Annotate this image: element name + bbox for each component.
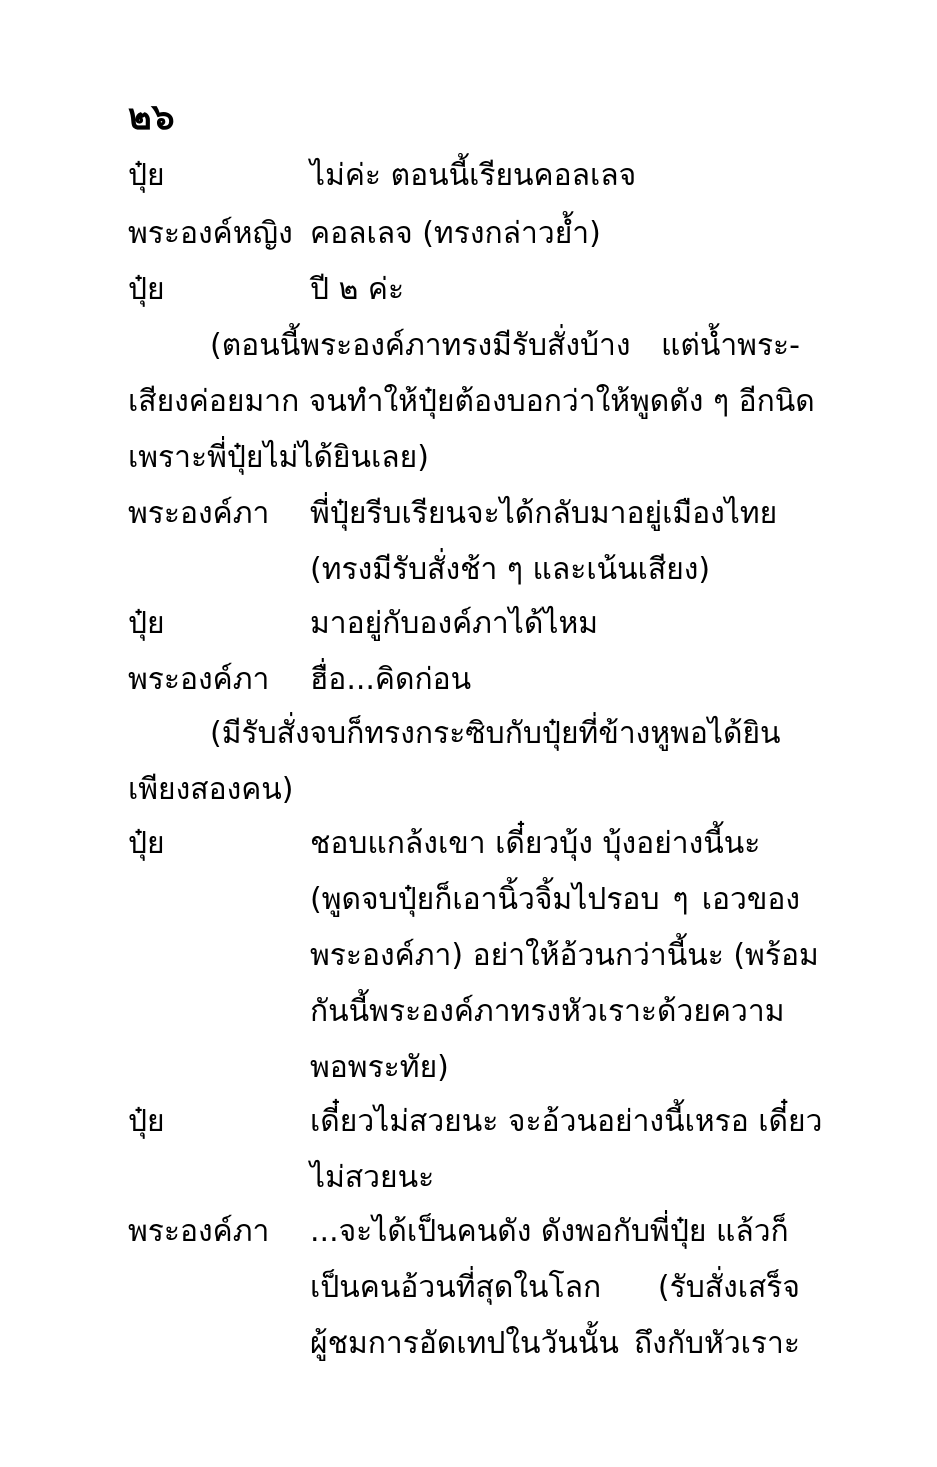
- speaker-name: พระองค์ภา: [128, 1214, 270, 1249]
- dialogue-line: [128, 148, 808, 204]
- speech-text: พี่ปุ๋ยรีบเรียนจะได้กลับมาอยู่เมืองไทย: [310, 496, 778, 531]
- dialogue-line: [128, 206, 808, 262]
- speaker-name: ปุ๋ย: [128, 1104, 165, 1139]
- speech-continuation: (พูดจบปุ๋ยก็เอานิ้วจิ้มไปรอบ ๆ เอวของ: [310, 882, 800, 917]
- stage-direction-line: (มีรับสั่งจบก็ทรงกระซิบกับปุ๋ยที่ข้างหูพอได้ยิน: [210, 716, 781, 751]
- speech-text: ปี ๒ ค่ะ: [310, 272, 405, 307]
- stage-direction-line: เพราะพี่ปุ๋ยไม่ได้ยินเลย): [128, 440, 429, 475]
- speech-text: เดี๋ยวไม่สวยนะ จะอ้วนอย่างนี้เหรอ เดี๋ยว: [310, 1104, 823, 1139]
- dialogue-line: [128, 652, 808, 708]
- speech-text: คอลเลจ (ทรงกล่าวย้ำ): [310, 216, 601, 251]
- speech-text: ...จะได้เป็นคนดัง ดังพอกับพี่ปุ๋ย แล้วก็: [310, 1214, 789, 1249]
- dialogue-line: [128, 596, 808, 652]
- speaker-name: ปุ๋ย: [128, 272, 165, 307]
- dialogue-line: [128, 486, 808, 542]
- dialogue-line: [128, 1204, 808, 1260]
- speaker-name: ปุ๋ย: [128, 606, 165, 641]
- speech-continuation: (ทรงมีรับสั่งช้า ๆ และเน้นเสียง): [310, 552, 711, 587]
- stage-direction-line: เสียงค่อยมาก จนทำให้ปุ๋ยต้องบอกว่าให้พูดดัง ๆ อีกนิด: [128, 384, 815, 419]
- speaker-name: พระองค์หญิง: [128, 216, 293, 251]
- speaker-name: พระองค์ภา: [128, 662, 270, 697]
- dialogue-line: [128, 816, 808, 872]
- speech-continuation: เป็นคนอ้วนที่สุดในโลก (รับสั่งเสร็จ: [310, 1270, 800, 1305]
- speech-continuation: พระองค์ภา) อย่าให้อ้วนกว่านี้นะ (พร้อม: [310, 938, 819, 973]
- dialogue-line: [128, 1094, 823, 1150]
- stage-direction-line: เพียงสองคน): [128, 772, 294, 807]
- speech-text: ไม่ค่ะ ตอนนี้เรียนคอลเลจ: [310, 158, 637, 193]
- speech-text: ชอบแกล้งเขา เดี๋ยวบุ้ง บุ้งอย่างนี้นะ: [310, 826, 761, 861]
- stage-direction-line: (ตอนนี้พระองค์ภาทรงมีรับสั่งบ้าง แต่น้ำพระ-: [210, 328, 800, 363]
- speech-text: มาอยู่กับองค์ภาได้ไหม: [310, 606, 598, 641]
- speaker-name: ปุ๋ย: [128, 826, 165, 861]
- speaker-name: พระองค์ภา: [128, 496, 270, 531]
- speech-continuation: ผู้ชมการอัดเทปในวันนั้น ถึงกับหัวเราะ: [310, 1326, 800, 1361]
- dialogue-line: [128, 262, 808, 318]
- speech-continuation: พอพระทัย): [310, 1050, 449, 1085]
- page-number: ๒๖: [128, 97, 175, 138]
- speech-text: ฮื่อ...คิดก่อน: [310, 662, 472, 697]
- speech-continuation: กันนี้พระองค์ภาทรงหัวเราะด้วยความ: [310, 994, 785, 1029]
- speech-continuation: ไม่สวยนะ: [310, 1160, 435, 1195]
- speaker-name: ปุ๋ย: [128, 158, 165, 193]
